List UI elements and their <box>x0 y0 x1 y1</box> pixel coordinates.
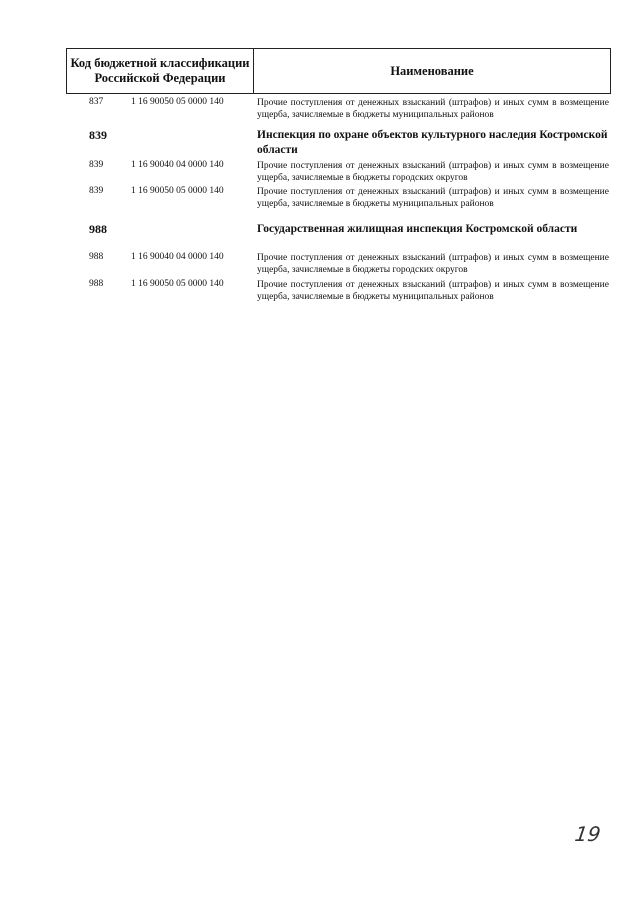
group-title: Государственная жилищная инспекция Костромской области <box>257 223 578 235</box>
admin-code: 837 <box>89 97 104 107</box>
budget-code: 1 16 90040 04 0000 140 <box>131 160 224 170</box>
table-header <box>66 48 611 94</box>
header-name-column: Наименование <box>390 63 474 78</box>
budget-code: 1 16 90050 05 0000 140 <box>131 186 224 196</box>
budget-code: 1 16 90040 04 0000 140 <box>131 252 224 262</box>
admin-code: 988 <box>89 279 104 289</box>
row-name: Прочие поступления от денежных взысканий (штрафов) и иных сумм в возмещение ущерба, зачисляемые в бюджеты муниципальных районов <box>257 280 609 302</box>
row-name: Прочие поступления от денежных взысканий (штрафов) и иных сумм в возмещение ущерба, зачисляемые в бюджеты городских округов <box>257 253 609 275</box>
header-code-column: Код бюджетной классификации Российской Федерации <box>67 49 254 93</box>
row-name: Прочие поступления от денежных взысканий (штрафов) и иных сумм в возмещение ущерба, зачисляемые в бюджеты муниципальных районов <box>257 98 609 120</box>
row-name: Прочие поступления от денежных взысканий (штрафов) и иных сумм в возмещение ущерба, зачисляемые в бюджеты муниципальных районов <box>257 187 609 209</box>
admin-code: 839 <box>89 186 104 196</box>
page-number: 19 <box>573 822 603 846</box>
row-name: Прочие поступления от денежных взысканий (штрафов) и иных сумм в возмещение ущерба, зачисляемые в бюджеты городских округов <box>257 161 609 183</box>
admin-code: 988 <box>89 252 104 262</box>
group-code: 988 <box>89 222 107 236</box>
budget-code: 1 16 90050 05 0000 140 <box>131 279 224 289</box>
group-code: 839 <box>89 128 107 142</box>
group-title: Инспекция по охране объектов культурного наследия Костромской области <box>257 129 608 156</box>
budget-code: 1 16 90050 05 0000 140 <box>131 97 224 107</box>
admin-code: 839 <box>89 160 104 170</box>
